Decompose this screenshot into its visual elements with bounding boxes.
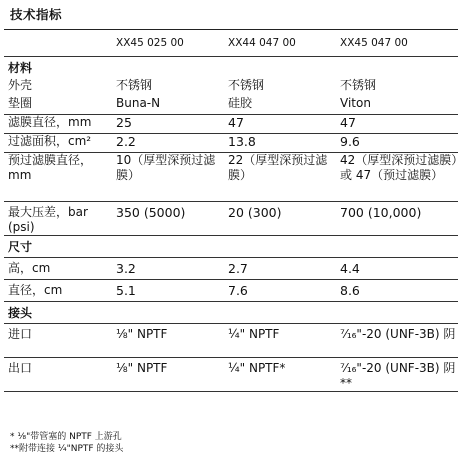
table-cell: 5.1 bbox=[112, 280, 224, 302]
table-cell: 不锈钢 bbox=[116, 78, 153, 92]
table-cell: 硅胶 bbox=[224, 96, 336, 115]
section-title: 尺寸 bbox=[8, 240, 33, 254]
table-row bbox=[4, 78, 458, 96]
section-title: 接头 bbox=[8, 306, 33, 320]
table-cell: 2.2 bbox=[112, 134, 224, 153]
row-label: 高，cm bbox=[4, 258, 112, 280]
table-cell: 47 bbox=[224, 115, 336, 134]
row-label: 进口 bbox=[4, 324, 112, 358]
footnote: * ⅛"带管塞的 NPTF 上游孔 bbox=[10, 432, 122, 442]
table-cell: ⁷⁄₁₆"-20 (UNF-3B) 阴** bbox=[336, 358, 458, 392]
table-cell: 700 (10,000) bbox=[336, 202, 458, 236]
table-cell: 13.8 bbox=[224, 134, 336, 153]
table-row bbox=[4, 96, 458, 115]
row-label: 预过滤膜直径，mm bbox=[4, 153, 112, 202]
table-cell: 不锈钢 bbox=[228, 78, 265, 92]
row-label: 滤膜直径，mm bbox=[4, 115, 112, 134]
section-header-material bbox=[4, 57, 458, 79]
table-row bbox=[4, 202, 458, 236]
table-cell: 9.6 bbox=[336, 134, 458, 153]
table-cell: ¼" NPTF* bbox=[224, 358, 336, 392]
row-label: 直径，cm bbox=[4, 280, 112, 302]
table-cell: Buna-N bbox=[112, 96, 224, 115]
table-cell: 2.7 bbox=[224, 258, 336, 280]
header-cell-model: XX44 047 00 bbox=[224, 30, 336, 57]
table-row bbox=[4, 324, 458, 358]
table-cell: 350 (5000) bbox=[112, 202, 224, 236]
table-row bbox=[4, 280, 458, 302]
footnote: **附带连接 ¼"NPTF 的接头 bbox=[10, 444, 124, 454]
spec-table bbox=[4, 30, 458, 392]
header-cell-empty bbox=[4, 30, 112, 57]
section-title: 材料 bbox=[8, 61, 33, 75]
page-title: 技术指标 bbox=[10, 7, 63, 22]
table-row bbox=[4, 115, 458, 134]
table-cell: 4.4 bbox=[336, 258, 458, 280]
row-label: 最大压差，bar (psi) bbox=[4, 202, 112, 236]
table-cell: Viton bbox=[336, 96, 458, 115]
table-cell: ¼" NPTF bbox=[224, 324, 336, 358]
table-cell: 8.6 bbox=[336, 280, 458, 302]
section-header-fittings bbox=[4, 302, 458, 324]
header-cell-model: XX45 047 00 bbox=[336, 30, 458, 57]
table-cell: 20 (300) bbox=[224, 202, 336, 236]
header-cell-model: XX45 025 00 bbox=[112, 30, 224, 57]
row-label: 外壳 bbox=[8, 78, 33, 92]
section-header-dimensions bbox=[4, 236, 458, 258]
table-cell: ⅛" NPTF bbox=[112, 324, 224, 358]
table-row bbox=[4, 258, 458, 280]
table-cell: 22（厚型深预过滤膜） bbox=[224, 153, 336, 202]
table-row bbox=[4, 134, 458, 153]
row-label: 过滤面积，cm² bbox=[4, 134, 112, 153]
table-row bbox=[4, 358, 458, 392]
table-cell: 25 bbox=[112, 115, 224, 134]
table-cell: ⅛" NPTF bbox=[112, 358, 224, 392]
row-label: 垫圈 bbox=[4, 96, 112, 115]
table-cell: 3.2 bbox=[112, 258, 224, 280]
header-row bbox=[4, 30, 458, 57]
table-cell: 47 bbox=[336, 115, 458, 134]
row-label: 出口 bbox=[4, 358, 112, 392]
table-cell: 7.6 bbox=[224, 280, 336, 302]
table-cell: 不锈钢 bbox=[340, 78, 377, 92]
table-row bbox=[4, 153, 458, 202]
table-cell: 42（厚型深预过滤膜）或 47（预过滤膜） bbox=[336, 153, 458, 202]
table-cell: ⁷⁄₁₆"-20 (UNF-3B) 阴 bbox=[336, 324, 458, 358]
table-cell: 10（厚型深预过滤膜） bbox=[112, 153, 224, 202]
